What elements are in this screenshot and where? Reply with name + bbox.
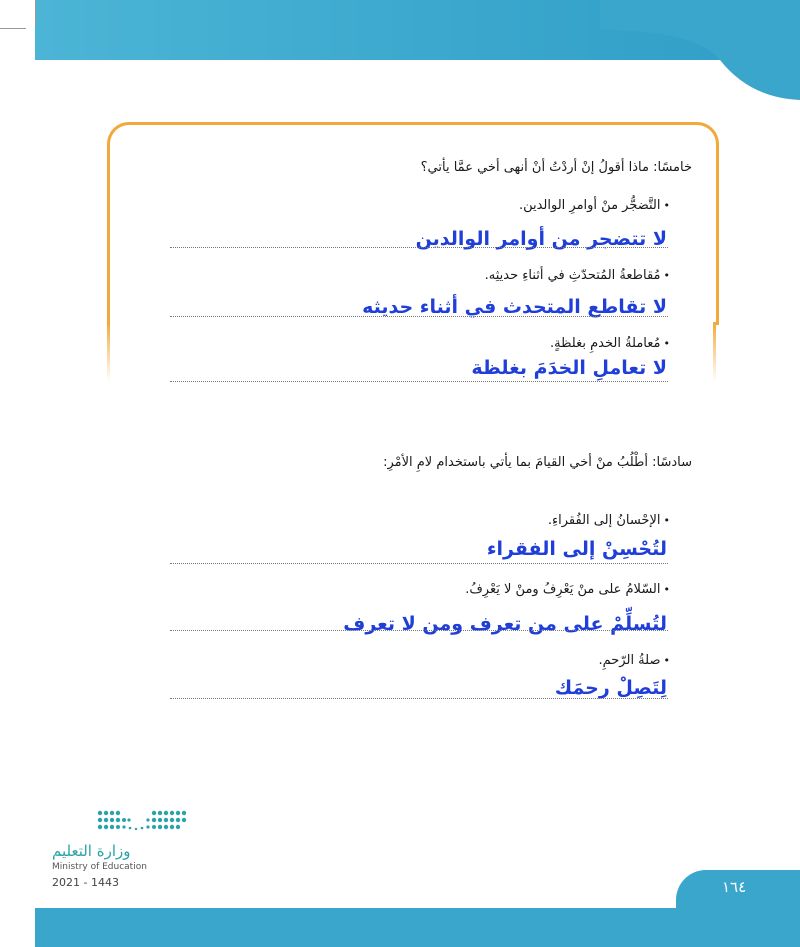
crop-mark-top-left-v (35, 0, 36, 26)
item-label: الإحْسانُ إلى الفُقراءِ. (547, 513, 661, 528)
frame-fade-right (713, 322, 716, 382)
section6-heading: سادسًا: أطْلُبُ منْ أخي القيامَ بما يأتي باستخدام لامِ الأمْرِ: (383, 455, 692, 470)
bullet-icon: • (663, 269, 670, 282)
item-label: مُعاملةُ الخدمِ بغلظةٍ. (550, 336, 661, 351)
section5-item-1 (519, 198, 670, 213)
section6-answer-3: لِتَصِلْ رحمَك (554, 677, 667, 699)
edition-year: 2021 - 1443 (52, 876, 119, 889)
bullet-icon: • (663, 583, 670, 596)
answer-line (170, 316, 668, 317)
section6-answer-2: لتُسلِّمْ على من تعرف ومن لا تعرف (343, 613, 667, 635)
item-label: السّلامُ على منْ يَعْرِفُ ومنْ لا يَعْرِفُ. (465, 582, 661, 597)
crop-mark-top-left (0, 28, 26, 29)
answer-line (170, 630, 668, 631)
answer-line (170, 698, 668, 699)
section5-heading: خامسًا: ماذا أقولُ إنْ أردْتُ أنْ أنهى أخي عمَّا يأتي؟ (420, 160, 692, 175)
item-label: مُقاطعةُ المُتحدّثِ في أثناءِ حديثِه. (484, 268, 661, 283)
item-label: التَّضجُّر منْ أوامرِ الوالدين. (518, 198, 661, 213)
frame-fade-left (107, 322, 110, 382)
ministry-logo-icon (50, 805, 200, 845)
bullet-icon: • (663, 514, 670, 527)
bullet-icon: • (663, 199, 670, 212)
section5-item-2 (485, 268, 670, 283)
answer-line (170, 563, 668, 564)
header-curve (600, 0, 800, 100)
ministry-name-ar: وزارة التعليم (52, 842, 131, 860)
section6-answer-1: لتُحْسِنْ إلى الفقراء (486, 538, 667, 560)
item-label: صلةُ الرّحمِ. (598, 653, 661, 668)
bullet-icon: • (663, 337, 670, 350)
section5-answer-2: لا تقاطع المتحدث في أثناء حديثه (362, 296, 667, 318)
section5-answer-3: لا تعاملِ الخدَمَ بغلظة (471, 357, 667, 379)
answer-line (170, 247, 668, 248)
section5-item-3 (550, 336, 670, 351)
answer-line (170, 381, 668, 382)
bullet-icon: • (663, 654, 670, 667)
section6-item-2 (465, 582, 670, 597)
section6-item-1 (548, 513, 670, 528)
footer-band (35, 908, 800, 947)
page-number: ١٦٤ (722, 878, 747, 896)
section5-answer-1: لا تتضجر من أوامر الوالدين (415, 228, 667, 250)
ministry-name-en: Ministry of Education (52, 862, 147, 872)
section-frame (107, 122, 719, 325)
section6-item-3 (598, 653, 670, 668)
